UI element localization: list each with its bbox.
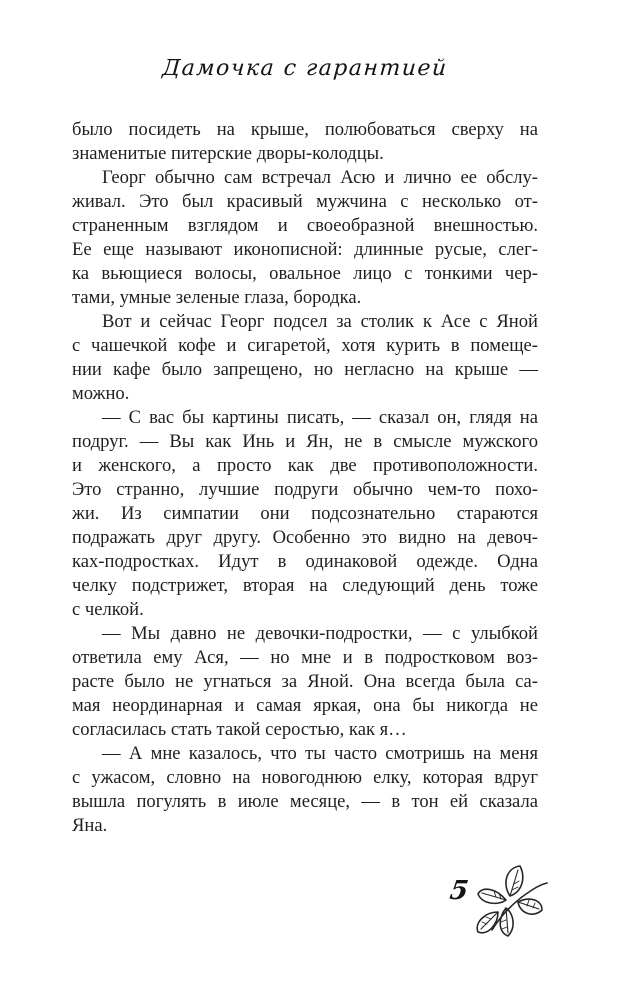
text-line: знаменитые питерские дворы-колодцы. bbox=[72, 143, 384, 164]
text-line: Георг обычно сам встречал Асю и лично ее обслу- bbox=[102, 167, 538, 188]
running-title: Дамочка с гарантией bbox=[161, 56, 449, 81]
text-line: ответила ему Ася, — но мне и в подростковом воз- bbox=[72, 647, 538, 668]
text-line: и женского, а просто как две противоположности. bbox=[72, 455, 538, 476]
page-footer bbox=[0, 858, 640, 958]
text-line: с чашечкой кофе и сигаретой, хотя курить в помеще- bbox=[72, 335, 538, 356]
paragraph bbox=[72, 118, 538, 166]
text-line: подруг. — Вы как Инь и Ян, не в смысле мужского bbox=[72, 431, 538, 452]
body-text bbox=[72, 118, 538, 838]
text-line: с челкой. bbox=[72, 599, 144, 620]
text-line: подражать друг другу. Особенно это видно на девоч- bbox=[72, 527, 538, 548]
text-line: вышла погулять в июле месяце, — в тон ей сказала bbox=[72, 791, 538, 812]
text-line: — Мы давно не девочки-подростки, — с улыбкой bbox=[102, 623, 538, 644]
text-line: можно. bbox=[72, 383, 130, 404]
text-line: мая неординарная и самая яркая, она бы никогда не bbox=[72, 695, 538, 716]
text-line: жи. Из симпатии они подсознательно стараются bbox=[72, 503, 538, 524]
text-line: Это странно, лучшие подруги обычно чем-то похо- bbox=[72, 479, 538, 500]
text-line: — С вас бы картины писать, — сказал он, глядя на bbox=[102, 407, 538, 428]
text-line: страненным взглядом и своеобразной внешностью. bbox=[72, 215, 538, 236]
text-line: расте было не угнаться за Яной. Она всегда была са- bbox=[72, 671, 538, 692]
text-line: Вот и сейчас Георг подсел за столик к Асе с Яной bbox=[102, 311, 538, 332]
paragraph bbox=[72, 166, 538, 310]
paragraph bbox=[72, 406, 538, 622]
text-line: с ужасом, словно на новогоднюю елку, которая вдруг bbox=[72, 767, 538, 788]
paragraph bbox=[72, 310, 538, 406]
text-line: ка вьющиеся волосы, овальное лицо с тонкими чер- bbox=[72, 263, 538, 284]
text-line: ках-подростках. Идут в одинаковой одежде. Одна bbox=[72, 551, 538, 572]
text-line: было посидеть на крыше, полюбоваться сверху на bbox=[72, 119, 538, 140]
page-number: 5 bbox=[447, 876, 471, 906]
text-line: живал. Это был красивый мужчина с несколько от- bbox=[72, 191, 538, 212]
text-line: тами, умные зеленые глаза, бородка. bbox=[72, 287, 362, 308]
text-line: — А мне казалось, что ты часто смотришь на меня bbox=[102, 743, 538, 764]
text-line: челку подстрижет, вторая на следующий день тоже bbox=[72, 575, 538, 596]
text-line: согласилась стать такой серостью, как я… bbox=[72, 719, 407, 740]
paragraph bbox=[72, 742, 538, 838]
text-line: Яна. bbox=[72, 815, 108, 836]
leaf-branch-icon bbox=[470, 860, 550, 942]
text-line: нии кафе было запрещено, но негласно на крыше — bbox=[72, 359, 538, 380]
text-line: Ее еще называют иконописной: длинные русые, слег- bbox=[72, 239, 538, 260]
paragraph bbox=[72, 622, 538, 742]
